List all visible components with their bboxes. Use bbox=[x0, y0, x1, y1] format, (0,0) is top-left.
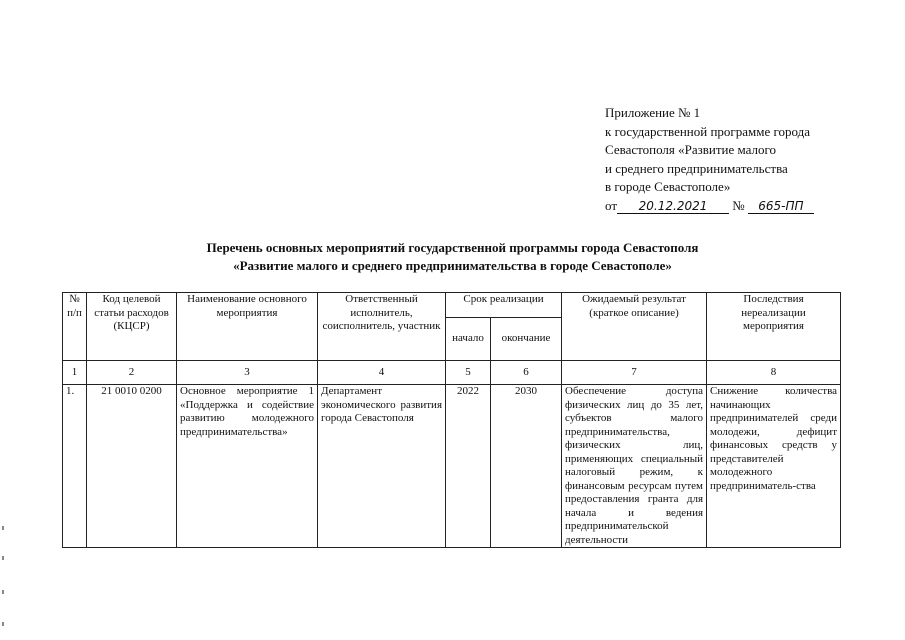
header-name: Наименование основного мероприятия bbox=[177, 293, 318, 361]
column-number: 2 bbox=[87, 361, 177, 385]
cell-kcsr: 21 0010 0200 bbox=[87, 385, 177, 548]
column-number: 1 bbox=[63, 361, 87, 385]
cell-end: 2030 bbox=[491, 385, 562, 548]
heading-line-2: «Развитие малого и среднего предпринимательства в городе Севастополе» bbox=[233, 257, 672, 273]
header-result: Ожидаемый результат (краткое описание) bbox=[562, 293, 707, 361]
measures-table bbox=[62, 292, 841, 548]
appendix-block bbox=[605, 104, 895, 215]
number-value: 665-ПП bbox=[748, 200, 814, 214]
column-number: 6 bbox=[491, 361, 562, 385]
appendix-line: в городе Севастополе» bbox=[605, 179, 731, 194]
column-number: 8 bbox=[707, 361, 841, 385]
appendix-date-line bbox=[605, 197, 895, 216]
cell-start: 2022 bbox=[446, 385, 491, 548]
scan-mark bbox=[2, 526, 4, 530]
column-number: 3 bbox=[177, 361, 318, 385]
document-heading bbox=[0, 239, 905, 274]
cell-name: Основное мероприятие 1 «Поддержка и содействие развитию молодежного предпринимательства» bbox=[177, 385, 318, 548]
column-number: 4 bbox=[318, 361, 446, 385]
header-period-start: начало bbox=[446, 318, 491, 361]
cell-consequences: Снижение количества начинающих предпринимателей среди молодежи, дефицит финансовых средств у представителей молодежного предприниматель-ства bbox=[707, 385, 841, 548]
header-no: № п/п bbox=[63, 293, 87, 361]
cell-responsible: Департамент экономического развития города Севастополя bbox=[318, 385, 446, 548]
heading-line-1: Перечень основных мероприятий государственной программы города Севастополя bbox=[206, 240, 699, 255]
header-consequences: Последствия нереализации мероприятия bbox=[707, 293, 841, 361]
scan-mark bbox=[2, 556, 4, 560]
column-number: 5 bbox=[446, 361, 491, 385]
appendix-line: к государственной программе города bbox=[605, 123, 811, 139]
date-value: 20.12.2021 bbox=[617, 200, 729, 214]
scan-mark bbox=[2, 622, 4, 626]
appendix-line: Севастополя «Развитие малого bbox=[605, 142, 777, 157]
appendix-line: Приложение № 1 bbox=[605, 105, 701, 120]
column-number: 7 bbox=[562, 361, 707, 385]
scan-mark bbox=[2, 590, 4, 594]
header-kcsr: Код целевой статьи расходов (КЦСР) bbox=[87, 293, 177, 361]
appendix-line: и среднего предпринимательства bbox=[605, 160, 788, 176]
header-period: Срок реализации bbox=[446, 293, 562, 318]
table-row bbox=[63, 385, 841, 548]
cell-no: 1. bbox=[63, 385, 87, 548]
header-period-end: окончание bbox=[491, 318, 562, 361]
date-prefix: от bbox=[605, 197, 618, 213]
header-responsible: Ответственный исполнитель, соисполнитель, участник bbox=[318, 293, 446, 361]
number-prefix: № bbox=[732, 197, 745, 213]
cell-result: Обеспечение доступа физических лиц до 35 лет, субъектов малого предпринимательства, физических лиц, применяющих специальный налоговый режим, к финансовым ресурсам путем предоставления гранта для начала и ведения предпринимательской деятельности bbox=[562, 385, 707, 548]
